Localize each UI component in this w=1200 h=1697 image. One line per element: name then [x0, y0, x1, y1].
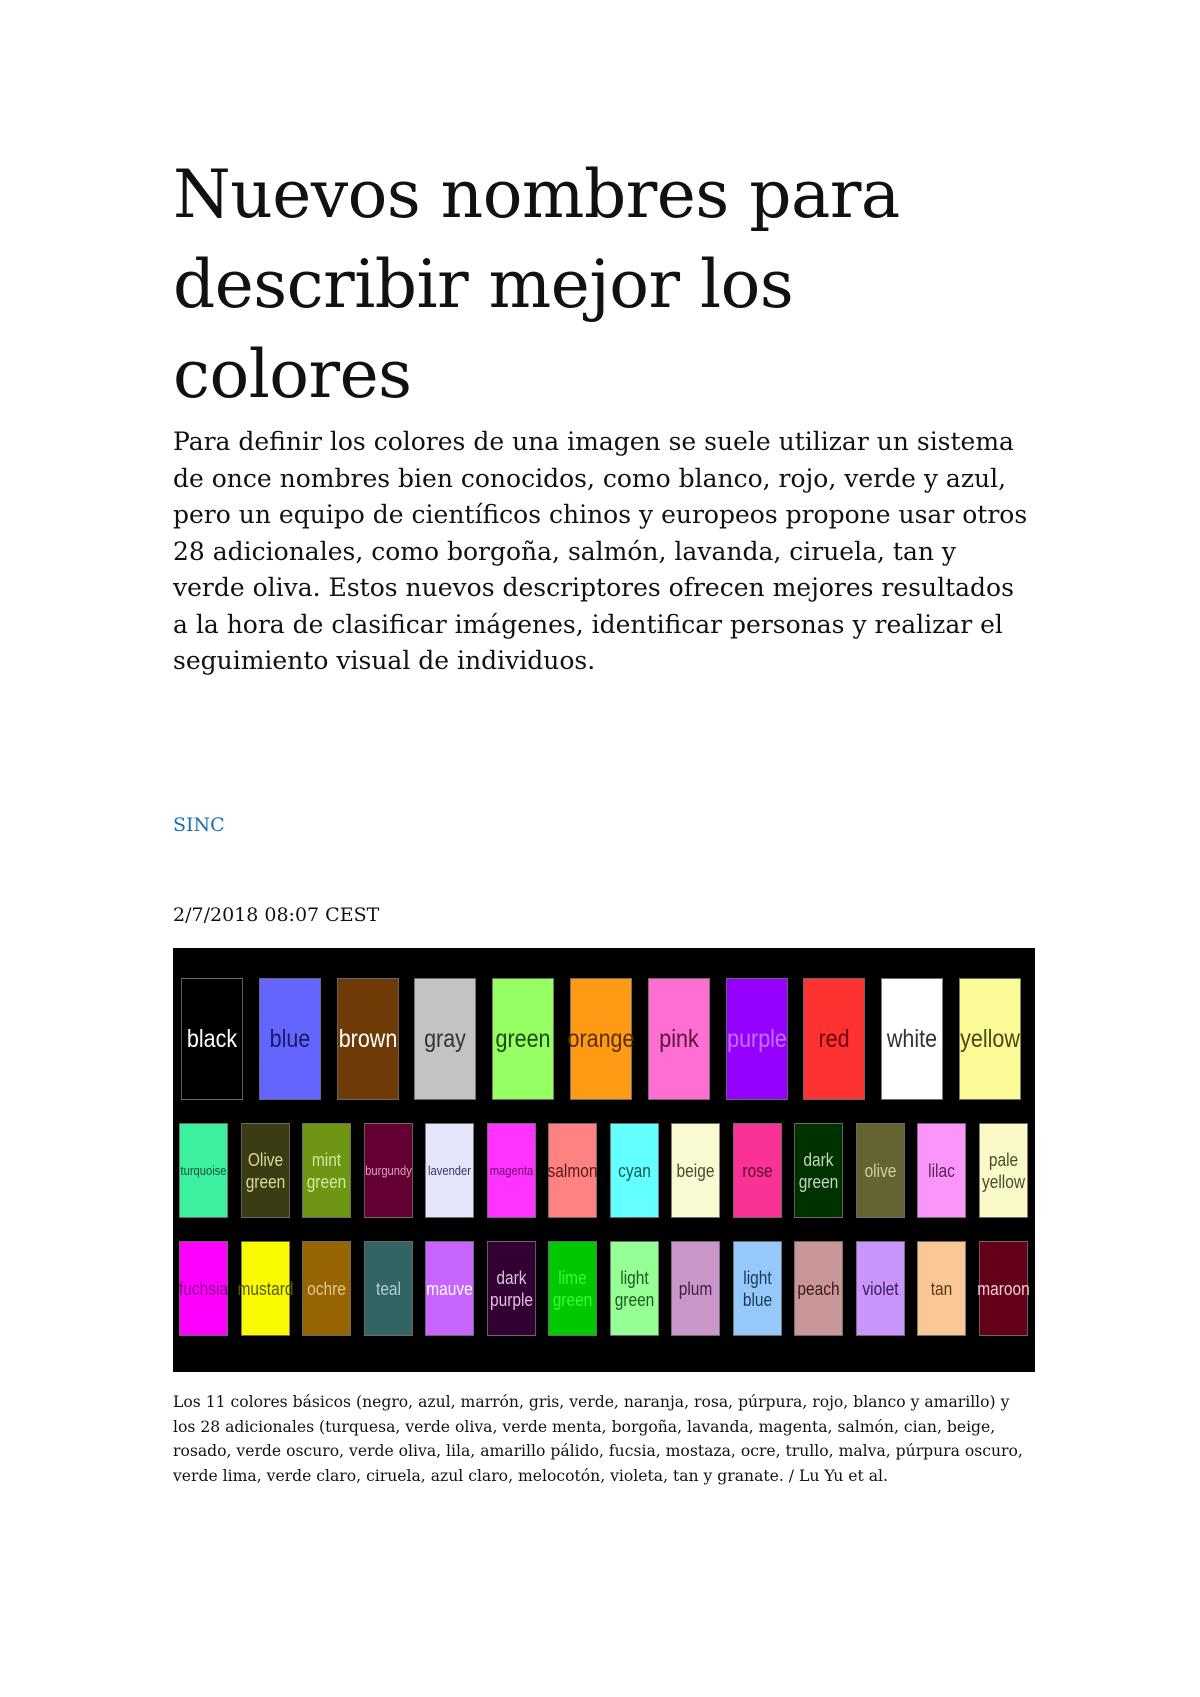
color-swatch-turquoise [179, 1123, 228, 1218]
color-swatch-lime-green [548, 1241, 597, 1336]
color-swatch-label: Olive green [245, 1149, 285, 1192]
color-swatch-label: lime green [552, 1267, 593, 1310]
color-swatch-pale-yellow [978, 1123, 1027, 1218]
color-swatch-label: beige [676, 1160, 715, 1181]
color-swatch-label: peach [797, 1278, 840, 1299]
color-swatch-label: cyan [617, 1160, 651, 1181]
color-swatch-green [492, 978, 554, 1100]
color-swatch-fuchsia [179, 1241, 228, 1336]
color-swatch-label: dark purple [489, 1267, 533, 1310]
color-swatch-label: turquoise [180, 1162, 227, 1178]
color-swatch-mustard [237, 1241, 293, 1336]
color-swatch-lavender [425, 1123, 474, 1218]
color-swatch-label: mustard [237, 1278, 293, 1299]
color-swatch-label: lilac [928, 1160, 955, 1181]
color-swatch-purple [726, 978, 788, 1100]
color-swatch-label: lavender [428, 1162, 471, 1178]
color-swatch-beige [671, 1123, 720, 1218]
color-swatch-label: blue [269, 1025, 311, 1053]
color-swatch-label: pink [659, 1025, 699, 1053]
color-swatch-peach [794, 1241, 843, 1336]
color-swatch-label: green [495, 1025, 551, 1053]
color-swatch-gray [414, 978, 476, 1100]
color-swatch-mauve [425, 1241, 474, 1336]
color-swatch-white [881, 978, 943, 1100]
color-swatch-dark-green [794, 1123, 843, 1218]
color-swatch-burgundy [363, 1123, 412, 1218]
color-swatch-label: light green [614, 1267, 654, 1310]
color-swatch-label: salmon [547, 1160, 598, 1181]
color-swatch-label: violet [861, 1278, 899, 1299]
article-title: Nuevos nombres para describir mejor los colores [173, 156, 900, 413]
color-names-figure [173, 948, 1035, 1372]
color-swatch-label: mint green [306, 1149, 347, 1192]
publish-date: 2/7/2018 08:07 CEST [173, 904, 380, 926]
color-swatch-light-green [609, 1241, 658, 1336]
figure-caption: Los 11 colores básicos (negro, azul, marrón, gris, verde, naranja, rosa, púrpura, rojo, blanco y amarillo) y los 28 adicionales (turquesa, verde oliva, verde menta, borgoña, lavanda, magenta, salmón, cian, beige, rosado, verde oscuro, verde oliva, lila, amarillo pálido, fucsia, mostaza, ocre, trullo, malva, púrpura oscuro, verde lima, verde claro, ciruela, azul claro, melocotón, violeta, tan y granate. / Lu Yu et al. [173, 1393, 1023, 1485]
color-swatch-light-blue [732, 1241, 781, 1336]
color-swatch-label: brown [338, 1025, 397, 1053]
color-swatch-label: light blue [742, 1267, 772, 1310]
color-swatch-label: burgundy [364, 1162, 412, 1178]
color-swatch-label: yellow [960, 1025, 1020, 1053]
color-swatch-tan [917, 1241, 966, 1336]
color-swatch-mint-green [302, 1123, 351, 1218]
color-swatch-salmon [548, 1123, 597, 1218]
color-swatch-maroon [976, 1241, 1030, 1336]
color-swatch-label: white [887, 1025, 938, 1053]
color-swatch-lilac [917, 1123, 966, 1218]
color-swatch-magenta [486, 1123, 535, 1218]
color-swatch-label: gray [424, 1025, 467, 1053]
color-swatch-label: orange [567, 1025, 635, 1053]
color-swatch-label: tan [930, 1278, 953, 1299]
color-swatch-label: fuchsia [178, 1278, 229, 1299]
color-swatch-plum [671, 1241, 720, 1336]
color-swatch-dark-purple [486, 1241, 535, 1336]
color-swatch-label: teal [375, 1278, 401, 1299]
color-swatch-label: olive [864, 1160, 896, 1181]
color-swatch-orange [567, 978, 635, 1100]
color-swatch-teal [363, 1241, 412, 1336]
color-swatch-label: magenta [489, 1162, 533, 1178]
color-swatch-label: rose [741, 1160, 773, 1181]
color-swatch-brown [337, 978, 399, 1100]
color-swatch-black [181, 978, 243, 1100]
color-swatch-label: dark green [798, 1149, 839, 1192]
color-swatch-olive-green [240, 1123, 289, 1218]
color-swatch-label: purple [726, 1025, 787, 1053]
color-swatch-rose [732, 1123, 781, 1218]
color-swatch-label: red [818, 1025, 850, 1053]
article-lead: Para definir los colores de una imagen se suele utilizar un sistema de once nombres bien conocidos, como blanco, rojo, verde y azul, pero un equipo de científicos chinos y europeos propone usar otros 28 adicionales, como borgoña, salmón, lavanda, ciruela, tan y verde oliva. Estos nuevos descriptores ofrecen mejores resultados a la hora de clasificar imágenes, identificar personas y realizar el seguimiento visual de individuos. [173, 427, 1028, 675]
color-swatch-ochre [302, 1241, 351, 1336]
color-swatch-cyan [609, 1123, 658, 1218]
color-swatch-label: mauve [426, 1278, 473, 1299]
color-swatch-olive [855, 1123, 904, 1218]
color-swatch-label: plum [678, 1278, 713, 1299]
color-swatch-label: black [186, 1025, 238, 1053]
color-swatch-label: ochre [307, 1278, 346, 1299]
source-link[interactable]: SINC [173, 814, 225, 836]
color-swatch-pink [648, 978, 710, 1100]
color-swatch-blue [259, 978, 321, 1100]
color-swatch-yellow [959, 978, 1021, 1100]
color-swatch-label: pale yellow [981, 1149, 1025, 1192]
color-swatch-violet [855, 1241, 904, 1336]
color-swatch-red [803, 978, 865, 1100]
color-swatch-label: maroon [976, 1278, 1030, 1299]
